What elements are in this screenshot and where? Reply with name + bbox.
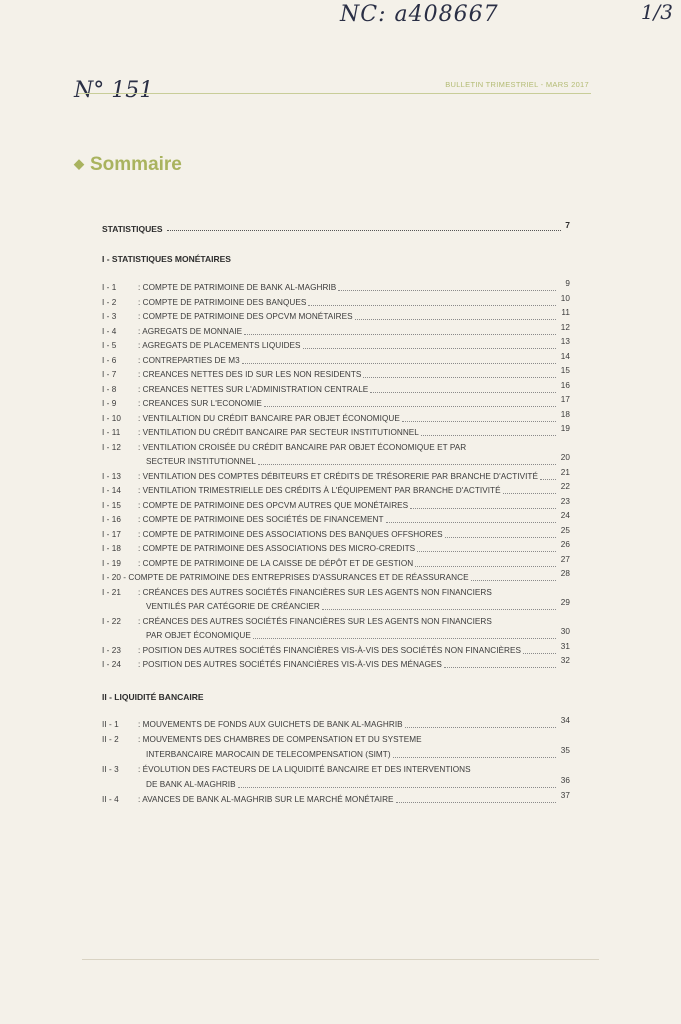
toc-row (146, 598, 570, 613)
toc-code: I - 8 (102, 384, 117, 394)
dot-leader (417, 551, 556, 552)
toc-row (102, 641, 570, 657)
toc-row (102, 380, 570, 396)
dot-leader (523, 653, 556, 654)
toc-row (102, 337, 570, 352)
toc-code: I - 10 (102, 413, 121, 423)
dot-leader (393, 757, 556, 758)
toc-row (102, 511, 570, 526)
toc-row (102, 616, 570, 628)
bulletin-header: BULLETIN TRIMESTRIEL - MARS 2017 (445, 80, 589, 89)
dot-leader (445, 537, 556, 538)
toc-page-number: 24 (560, 511, 570, 520)
toc-row (102, 409, 570, 425)
toc-row (102, 554, 570, 570)
toc-page-number: 16 (560, 380, 570, 390)
handwritten-reference: NC: a408667 (340, 2, 499, 27)
toc-page-number: 26 (560, 540, 570, 549)
dot-leader (322, 609, 556, 610)
toc-page-number: 19 (560, 424, 570, 433)
toc-page-number: 36 (560, 776, 570, 785)
toc-label: : COMPTE DE PATRIMOINE DES BANQUES (138, 297, 307, 307)
toc-code: I - 7 (102, 370, 117, 379)
dot-leader (242, 363, 556, 364)
page-title (74, 154, 182, 176)
dot-leader (303, 348, 556, 349)
toc-row (102, 734, 570, 746)
toc-code: I - 22 (102, 616, 121, 626)
toc-row (102, 293, 570, 309)
toc-page-number: 23 (560, 496, 570, 506)
toc-code: I - 15 (102, 500, 121, 510)
dot-leader (253, 638, 556, 639)
toc-row (102, 791, 570, 806)
toc-label: INTERBANCAIRE MAROCAIN DE TELECOMPENSATION (SIMT) (146, 750, 391, 759)
toc-label: : VENTILATION DES COMPTES DÉBITEURS ET CRÉDITS DE TRÉSORERIE PAR BRANCHE D'ACTIVITÉ (138, 471, 538, 481)
toc-code: I - 16 (102, 515, 121, 524)
toc-label: : COMPTE DE PATRIMOINE DES ASSOCIATIONS DES MICRO-CREDITS (138, 544, 416, 553)
toc-page-number: 12 (560, 322, 570, 332)
toc-code: II - 1 (102, 720, 119, 729)
toc-page-number: 11 (561, 308, 570, 317)
toc-row (102, 569, 570, 584)
toc-label: : VENTILATION CROISÉE DU CRÉDIT BANCAIRE PAR OBJET ÉCONOMIQUE ET PAR (138, 442, 467, 452)
toc-code: II - 2 (102, 735, 119, 744)
toc-code: I - 1 (102, 283, 117, 292)
dot-leader (308, 305, 556, 306)
toc-row (102, 764, 570, 776)
toc-statistiques-label: STATISTIQUES (102, 224, 163, 234)
dot-leader (402, 421, 556, 422)
dot-leader (540, 479, 556, 480)
toc-row (146, 627, 570, 642)
toc-page-number: 22 (560, 482, 570, 491)
toc-page-number: 28 (560, 569, 570, 578)
toc-label: : VENTILALTION DU CRÉDIT BANCAIRE PAR OBJET ÉCONOMIQUE (138, 413, 400, 423)
toc-statistiques-page: 7 (565, 220, 570, 230)
toc-page-number: 21 (560, 467, 570, 477)
toc-label: : AGREGATS DE PLACEMENTS LIQUIDES (138, 341, 301, 350)
toc-row (102, 716, 570, 731)
dot-leader (264, 406, 556, 407)
toc-code: I - 4 (102, 326, 117, 336)
toc-label: : CREANCES NETTES SUR L'ADMINISTRATION CENTRALE (138, 384, 369, 394)
toc-page-number: 30 (560, 627, 570, 636)
toc-label: : MOUVEMENTS DES CHAMBRES DE COMPENSATION ET DU SYSTEME (138, 735, 422, 744)
toc-page-number: 14 (560, 351, 570, 361)
toc-label: : COMPTE DE PATRIMOINE DES OPCVM MONÉTAIRES (138, 312, 353, 321)
toc-row (102, 424, 570, 439)
toc-row (102, 525, 570, 541)
toc-code: II - 4 (102, 795, 119, 804)
toc-code: II - 3 (102, 765, 119, 774)
toc-row (102, 656, 570, 671)
dot-leader (415, 566, 556, 567)
dot-leader (396, 802, 556, 803)
toc-row (146, 746, 570, 761)
toc-row (102, 442, 570, 454)
dot-leader (386, 522, 556, 523)
toc-page-number: 29 (560, 598, 570, 607)
toc-row (102, 587, 570, 599)
dot-leader (444, 667, 556, 668)
toc-row (102, 366, 570, 381)
toc-label: : VENTILATION TRIMESTRIELLE DES CRÉDITS À L'ÉQUIPEMENT PAR BRANCHE D'ACTIVITÉ (138, 486, 501, 495)
dot-leader (338, 290, 556, 291)
dot-leader (355, 319, 556, 320)
toc-code: I - 21 (102, 587, 121, 597)
dot-leader (471, 580, 556, 581)
toc-code: I - 5 (102, 341, 117, 350)
toc-label: : CRÉANCES DES AUTRES SOCIÉTÉS FINANCIÈRES SUR LES AGENTS NON FINANCIERS (138, 616, 492, 626)
dot-leader (363, 377, 556, 378)
page-title-text: Sommaire (90, 154, 182, 175)
toc-row (102, 482, 570, 497)
toc-label: : MOUVEMENTS DE FONDS AUX GUICHETS DE BANK AL-MAGHRIB (138, 720, 403, 729)
toc-label: : ÉVOLUTION DES FACTEURS DE LA LIQUIDITÉ BANCAIRE ET DES INTERVENTIONS (138, 765, 471, 774)
dot-leader (258, 464, 556, 465)
toc-page-number: 18 (560, 409, 570, 419)
toc-label: : AGREGATS DE MONNAIE (138, 326, 243, 336)
toc-label: I - 20 - COMPTE DE PATRIMOINE DES ENTREPRISES D'ASSURANCES ET DE RÉASSURANCE (102, 573, 469, 582)
toc-row (102, 308, 570, 323)
toc-code: I - 17 (102, 529, 121, 539)
toc-page-number: 17 (560, 395, 570, 404)
toc-label: : COMPTE DE PATRIMOINE DES ASSOCIATIONS DES BANQUES OFFSHORES (138, 529, 443, 539)
handwritten-page-count: 1/3 (640, 0, 673, 24)
dot-leader (405, 727, 556, 728)
toc-row (102, 279, 570, 294)
toc-page-number: 27 (560, 554, 570, 564)
toc-code: I - 3 (102, 312, 117, 321)
toc-code: I - 14 (102, 486, 121, 495)
toc-code: I - 13 (102, 471, 121, 481)
dot-leader (244, 334, 556, 335)
footer-divider (82, 959, 599, 960)
dot-leader (421, 435, 556, 436)
section-title-liquidite: II - LIQUIDITÉ BANCAIRE (102, 692, 204, 702)
toc-page-number: 32 (560, 656, 570, 665)
toc-code: I - 12 (102, 442, 121, 452)
toc-label: : COMPTE DE PATRIMOINE DE LA CAISSE DE DÉPÔT ET DE GESTION (138, 558, 414, 568)
toc-label: PAR OBJET ÉCONOMIQUE (146, 631, 251, 640)
toc-code: I - 9 (102, 399, 117, 408)
toc-code: I - 23 (102, 645, 121, 655)
toc-label: VENTILÉS PAR CATÉGORIE DE CRÉANCIER (146, 602, 320, 611)
dot-leader (167, 230, 562, 231)
toc-label: : CONTREPARTIES DE M3 (138, 355, 240, 365)
toc-page-number: 10 (560, 293, 570, 303)
dot-leader (410, 508, 556, 509)
toc-page-number: 35 (560, 746, 570, 755)
toc-page-number: 20 (560, 453, 570, 462)
toc-page-number: 31 (560, 641, 570, 651)
toc-row (102, 395, 570, 410)
dot-leader (370, 392, 556, 393)
toc-row (102, 322, 570, 338)
toc-label: : VENTILATION DU CRÉDIT BANCAIRE PAR SECTEUR INSTITUTIONNEL (138, 428, 419, 437)
toc-label: SECTEUR INSTITUTIONNEL (146, 457, 256, 466)
toc-page-number: 34 (560, 716, 570, 725)
section-title-monetaires: I - STATISTIQUES MONÉTAIRES (102, 254, 231, 264)
toc-page-number: 37 (560, 791, 570, 800)
toc-code: I - 11 (102, 428, 121, 437)
toc-code: I - 6 (102, 355, 117, 365)
dot-leader (238, 787, 556, 788)
toc-row (146, 776, 570, 791)
toc-page-number: 15 (560, 366, 570, 375)
toc-page-number: 25 (560, 525, 570, 535)
toc-page-number: 9 (565, 279, 570, 288)
toc-row (102, 351, 570, 367)
toc-code: I - 18 (102, 544, 121, 553)
toc-label: : COMPTE DE PATRIMOINE DES SOCIÉTÉS DE FINANCEMENT (138, 515, 384, 524)
dot-leader (503, 493, 556, 494)
toc-code: I - 19 (102, 558, 121, 568)
toc-code: I - 2 (102, 297, 117, 307)
toc-label: : POSITION DES AUTRES SOCIÉTÉS FINANCIÈRES VIS-À-VIS DES MÉNAGES (138, 660, 442, 669)
toc-label: : CRÉANCES DES AUTRES SOCIÉTÉS FINANCIÈRES SUR LES AGENTS NON FINANCIERS (138, 587, 492, 597)
toc-row (102, 467, 570, 483)
toc-label: : AVANCES DE BANK AL-MAGHRIB SUR LE MARCHÉ MONÉTAIRE (138, 795, 394, 804)
toc-label: : POSITION DES AUTRES SOCIÉTÉS FINANCIÈRES VIS-À-VIS DES SOCIÉTÉS NON FINANCIÈRES (138, 645, 522, 655)
toc-label: : CREANCES SUR L'ECONOMIE (138, 399, 262, 408)
toc-label: : COMPTE DE PATRIMOINE DE BANK AL-MAGHRIB (138, 283, 337, 292)
diamond-icon: ◆ (74, 156, 84, 171)
toc-label: : COMPTE DE PATRIMOINE DES OPCVM AUTRES QUE MONÉTAIRES (138, 500, 409, 510)
toc-row (102, 540, 570, 555)
toc-row (146, 453, 570, 468)
header-divider (78, 93, 591, 94)
toc-page-number: 13 (560, 337, 570, 346)
toc-code: I - 24 (102, 660, 121, 669)
toc-label: : CREANCES NETTES DES ID SUR LES NON RESIDENTS (138, 370, 362, 379)
handwritten-number: N° 151 (74, 78, 154, 103)
toc-row (102, 496, 570, 512)
toc-label: DE BANK AL-MAGHRIB (146, 780, 236, 789)
toc-statistiques (102, 222, 570, 234)
